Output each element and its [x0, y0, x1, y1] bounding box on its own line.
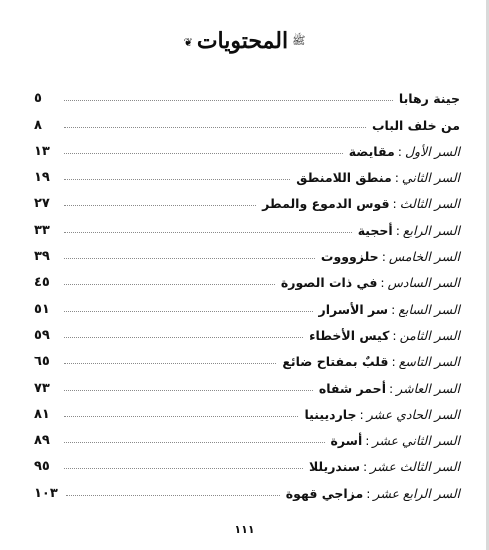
chapter-name: سر الأسرار [318, 301, 389, 317]
chapter-separator: : [359, 406, 364, 422]
dot-leader [66, 494, 280, 496]
toc-page-number: ١٠٣ [34, 485, 58, 501]
chapter-separator: : [391, 301, 396, 317]
ornament-right-icon: ❦ [183, 35, 193, 49]
toc-row[interactable] [34, 398, 460, 424]
toc-row[interactable] [34, 108, 460, 134]
chapter-separator: : [380, 275, 385, 291]
ornament-left-icon: ﷺ [292, 34, 306, 47]
chapter-name: جارديينيا [304, 406, 357, 422]
chapter-prefix: السر الثاني [401, 170, 460, 186]
toc-row[interactable] [34, 292, 460, 318]
dot-leader [64, 257, 315, 259]
toc-entry-title [296, 170, 460, 187]
toc-page-number: ٥٩ [34, 327, 50, 343]
chapter-name: أحجية [357, 222, 393, 238]
toc-row[interactable] [34, 82, 460, 108]
toc-entry-title [319, 381, 460, 398]
chapter-name: أسرة [330, 433, 363, 449]
toc-entry-title [399, 91, 460, 108]
dot-leader [64, 283, 275, 285]
dot-leader [64, 467, 303, 469]
chapter-separator: : [391, 354, 396, 370]
dot-leader [64, 178, 290, 180]
toc-entry-title [286, 486, 460, 503]
toc-entry-title [304, 407, 460, 424]
chapter-separator: : [388, 380, 394, 396]
dot-leader [64, 99, 393, 101]
toc-row[interactable] [34, 450, 460, 476]
chapter-name: في ذات الصورة [280, 275, 378, 291]
toc-row[interactable] [34, 476, 460, 502]
toc-row[interactable] [34, 240, 460, 266]
chapter-separator: : [366, 485, 371, 501]
toc-row[interactable] [34, 135, 460, 161]
dot-leader [64, 204, 256, 206]
toc-row[interactable] [34, 371, 460, 397]
chapter-separator: : [397, 143, 402, 159]
toc-page-number: ٨ [34, 117, 42, 133]
chapter-prefix: السر الحادي عشر [366, 406, 460, 422]
toc-row[interactable] [34, 319, 460, 345]
chapter-name: منطق اللامنطق [296, 170, 392, 186]
chapter-prefix: السر الثالث عشر [370, 459, 460, 475]
dot-leader [64, 310, 313, 312]
dot-leader [64, 152, 343, 154]
chapter-prefix: السر الخامس [388, 249, 460, 265]
toc-page-number: ٩٥ [34, 459, 50, 475]
contents-heading [0, 28, 489, 54]
chapter-prefix: السر السابع [398, 301, 460, 317]
dot-leader [64, 362, 276, 364]
toc-page-number: ١٩ [34, 170, 50, 186]
chapter-separator: : [392, 327, 397, 343]
chapter-separator: : [394, 170, 399, 186]
toc-page-number: ٤٥ [34, 275, 50, 291]
toc-entry-title [321, 249, 460, 266]
toc-entry-title [349, 144, 460, 161]
chapter-name: سندريللا [308, 459, 361, 475]
toc-entry-title [309, 459, 460, 476]
chapter-name: أحمر شفاه [318, 380, 386, 396]
toc-entry-title [281, 275, 460, 292]
chapter-prefix: السر الثامن [399, 327, 460, 343]
chapter-prefix: السر الرابع عشر [373, 485, 460, 501]
chapter-name: كيس الأخطاء [309, 327, 390, 343]
toc-page-number: ١٣ [34, 143, 50, 159]
dot-leader [64, 441, 325, 443]
dot-leader [64, 336, 303, 338]
toc-row[interactable] [34, 187, 460, 213]
toc-row[interactable] [34, 345, 460, 371]
chapter-prefix: السر التاسع [398, 354, 460, 370]
page-title: المحتويات [196, 28, 289, 54]
chapter-separator: : [363, 459, 368, 475]
toc-entry-title [331, 433, 461, 450]
toc-entry-title [309, 328, 460, 345]
dot-leader [64, 415, 298, 417]
toc-entry-title [319, 302, 460, 319]
chapter-name: مقايضة [348, 143, 395, 159]
toc-entry-title [282, 354, 460, 371]
chapter-prefix: السر الرابع [402, 222, 460, 238]
toc-page-number: ٦٥ [34, 354, 50, 370]
chapter-prefix: السر الثالث [399, 196, 460, 212]
toc-page-number: ٢٧ [34, 196, 50, 212]
chapter-name: قوس الدموع والمطر [262, 196, 390, 212]
chapter-separator: : [392, 196, 397, 212]
chapter-prefix: السر العاشر [396, 380, 460, 396]
toc-row[interactable] [34, 266, 460, 292]
chapter-prefix: السر الأول [404, 143, 460, 159]
toc-page-number: ٧٣ [34, 380, 50, 396]
toc-page-number: ٨١ [34, 406, 50, 422]
dot-leader [64, 231, 352, 233]
toc-page-number: ٥١ [34, 301, 50, 317]
table-of-contents [34, 82, 460, 503]
chapter-separator: : [365, 433, 370, 449]
chapter-prefix: السر الثاني عشر [372, 433, 460, 449]
dot-leader [64, 126, 366, 128]
toc-entry-title [358, 223, 460, 240]
toc-page-number: ٨٩ [34, 433, 50, 449]
chapter-name: جينة رهابا [398, 91, 460, 107]
toc-entry-title [372, 118, 460, 135]
toc-page-number: ٥ [34, 91, 42, 107]
chapter-prefix: السر السادس [387, 275, 460, 291]
chapter-name: حلزوووت [320, 249, 379, 265]
chapter-name: قلبٌ بمفتاح ضائع [282, 354, 389, 370]
chapter-separator: : [395, 222, 400, 238]
dot-leader [64, 389, 313, 391]
page-number: ١١١ [234, 523, 255, 536]
toc-entry-title [262, 196, 460, 213]
chapter-name: مزاجي قهوة [285, 485, 364, 501]
toc-row[interactable] [34, 161, 460, 187]
toc-page-number: ٣٩ [34, 249, 50, 265]
toc-row[interactable] [34, 424, 460, 450]
toc-page-number: ٣٣ [34, 222, 50, 238]
chapter-separator: : [381, 249, 386, 265]
toc-row[interactable] [34, 213, 460, 239]
chapter-name: من خلف الباب [371, 117, 460, 133]
